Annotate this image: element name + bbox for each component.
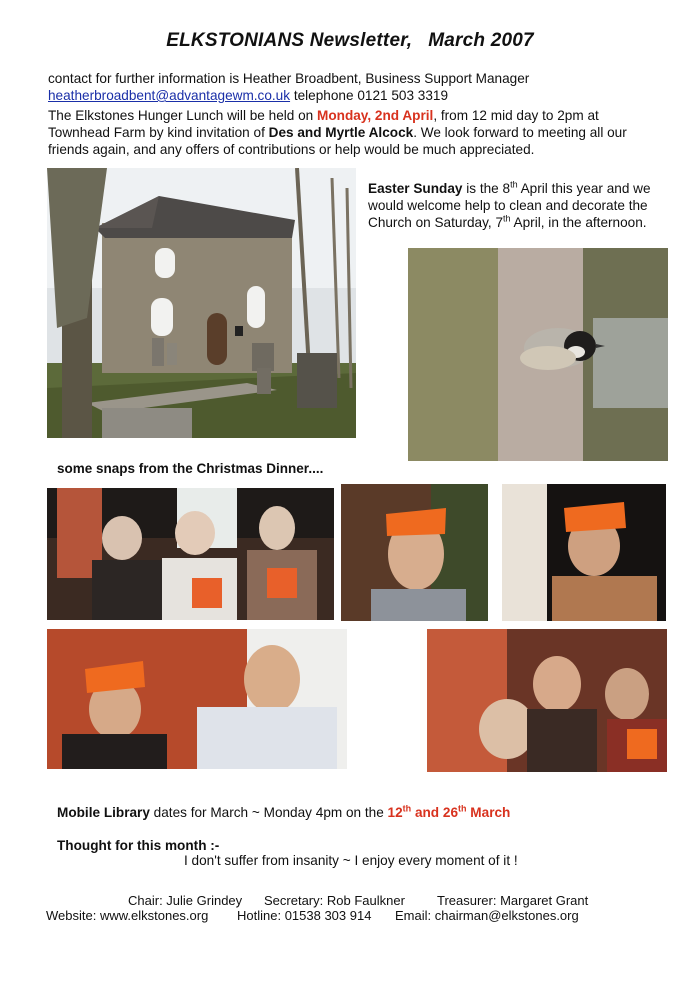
easter-line-2: would welcome help to clean and decorate the bbox=[368, 198, 648, 213]
dinner-photo-5 bbox=[427, 629, 667, 772]
contact-block bbox=[48, 70, 668, 104]
dinner-photo-3 bbox=[502, 484, 666, 621]
library-month: March bbox=[466, 805, 511, 820]
mobile-library-line bbox=[57, 804, 677, 821]
easter-sup: th bbox=[510, 179, 518, 190]
footer-treasurer: Treasurer: Margaret Grant bbox=[437, 893, 589, 908]
title-left: ELKSTONIANS Newsletter, bbox=[166, 30, 413, 51]
hunger-lunch-closing: friends again, and any offers of contributions or help would be much appreciated. bbox=[48, 142, 535, 157]
mobile-library-text: dates for March ~ Monday 4pm on the bbox=[149, 805, 388, 820]
footer-email[interactable]: Email: chairman@elkstones.org bbox=[395, 908, 579, 923]
library-date-1-sup: th bbox=[402, 803, 412, 814]
easter-text-2: April this year and we bbox=[517, 181, 651, 196]
footer-secretary: Secretary: Rob Faulkner bbox=[264, 893, 405, 908]
thought-quote: I don't suffer from insanity ~ I enjoy every moment of it ! bbox=[184, 853, 518, 868]
footer-hotline: Hotline: 01538 303 914 bbox=[237, 908, 372, 923]
library-date-1: 12 bbox=[387, 805, 403, 820]
library-date-2-sup: th bbox=[458, 803, 467, 814]
dinner-photo-4 bbox=[47, 629, 347, 769]
bird-photo bbox=[408, 248, 668, 461]
library-date-2: 26 bbox=[442, 805, 459, 820]
hunger-lunch-time: , from 12 mid day to 2pm at bbox=[433, 108, 599, 123]
newsletter-title bbox=[0, 30, 700, 52]
church-photo bbox=[47, 168, 356, 438]
easter-heading: Easter Sunday bbox=[368, 181, 463, 196]
dinner-photo-1 bbox=[47, 488, 334, 620]
easter-line-3-end: April, in the afternoon. bbox=[510, 215, 647, 230]
easter-sup-2: th bbox=[503, 213, 511, 224]
contact-telephone: telephone 0121 503 3319 bbox=[293, 88, 449, 103]
snaps-caption: some snaps from the Christmas Dinner.... bbox=[57, 461, 324, 476]
hunger-lunch-venue: Townhead Farm by kind invitation of bbox=[48, 125, 269, 140]
hunger-lunch-hosts: Des and Myrtle Alcock bbox=[268, 125, 414, 140]
contact-email-link[interactable]: heatherbroadbent@advantagewm.co.uk bbox=[48, 88, 291, 103]
easter-paragraph bbox=[368, 180, 678, 231]
title-date: March 2007 bbox=[428, 30, 534, 51]
dinner-photo-2 bbox=[341, 484, 488, 621]
easter-text: is the 8 bbox=[462, 181, 511, 196]
hunger-lunch-date: Monday, 2nd April bbox=[317, 108, 434, 123]
hunger-lunch-paragraph bbox=[48, 107, 688, 158]
thought-heading: Thought for this month :- bbox=[57, 838, 220, 853]
easter-line-3: Church on Saturday, 7 bbox=[368, 215, 504, 230]
hunger-lunch-invite: . We look forward to meeting all our bbox=[413, 125, 627, 140]
hunger-lunch-text: The Elkstones Hunger Lunch will be held on bbox=[48, 108, 318, 123]
footer-chair: Chair: Julie Grindey bbox=[128, 893, 243, 908]
contact-line: contact for further information is Heather Broadbent, Business Support Manager bbox=[48, 71, 530, 86]
mobile-library-heading: Mobile Library bbox=[57, 805, 150, 820]
library-and: and bbox=[411, 805, 443, 820]
footer-website[interactable]: Website: www.elkstones.org bbox=[46, 908, 209, 923]
